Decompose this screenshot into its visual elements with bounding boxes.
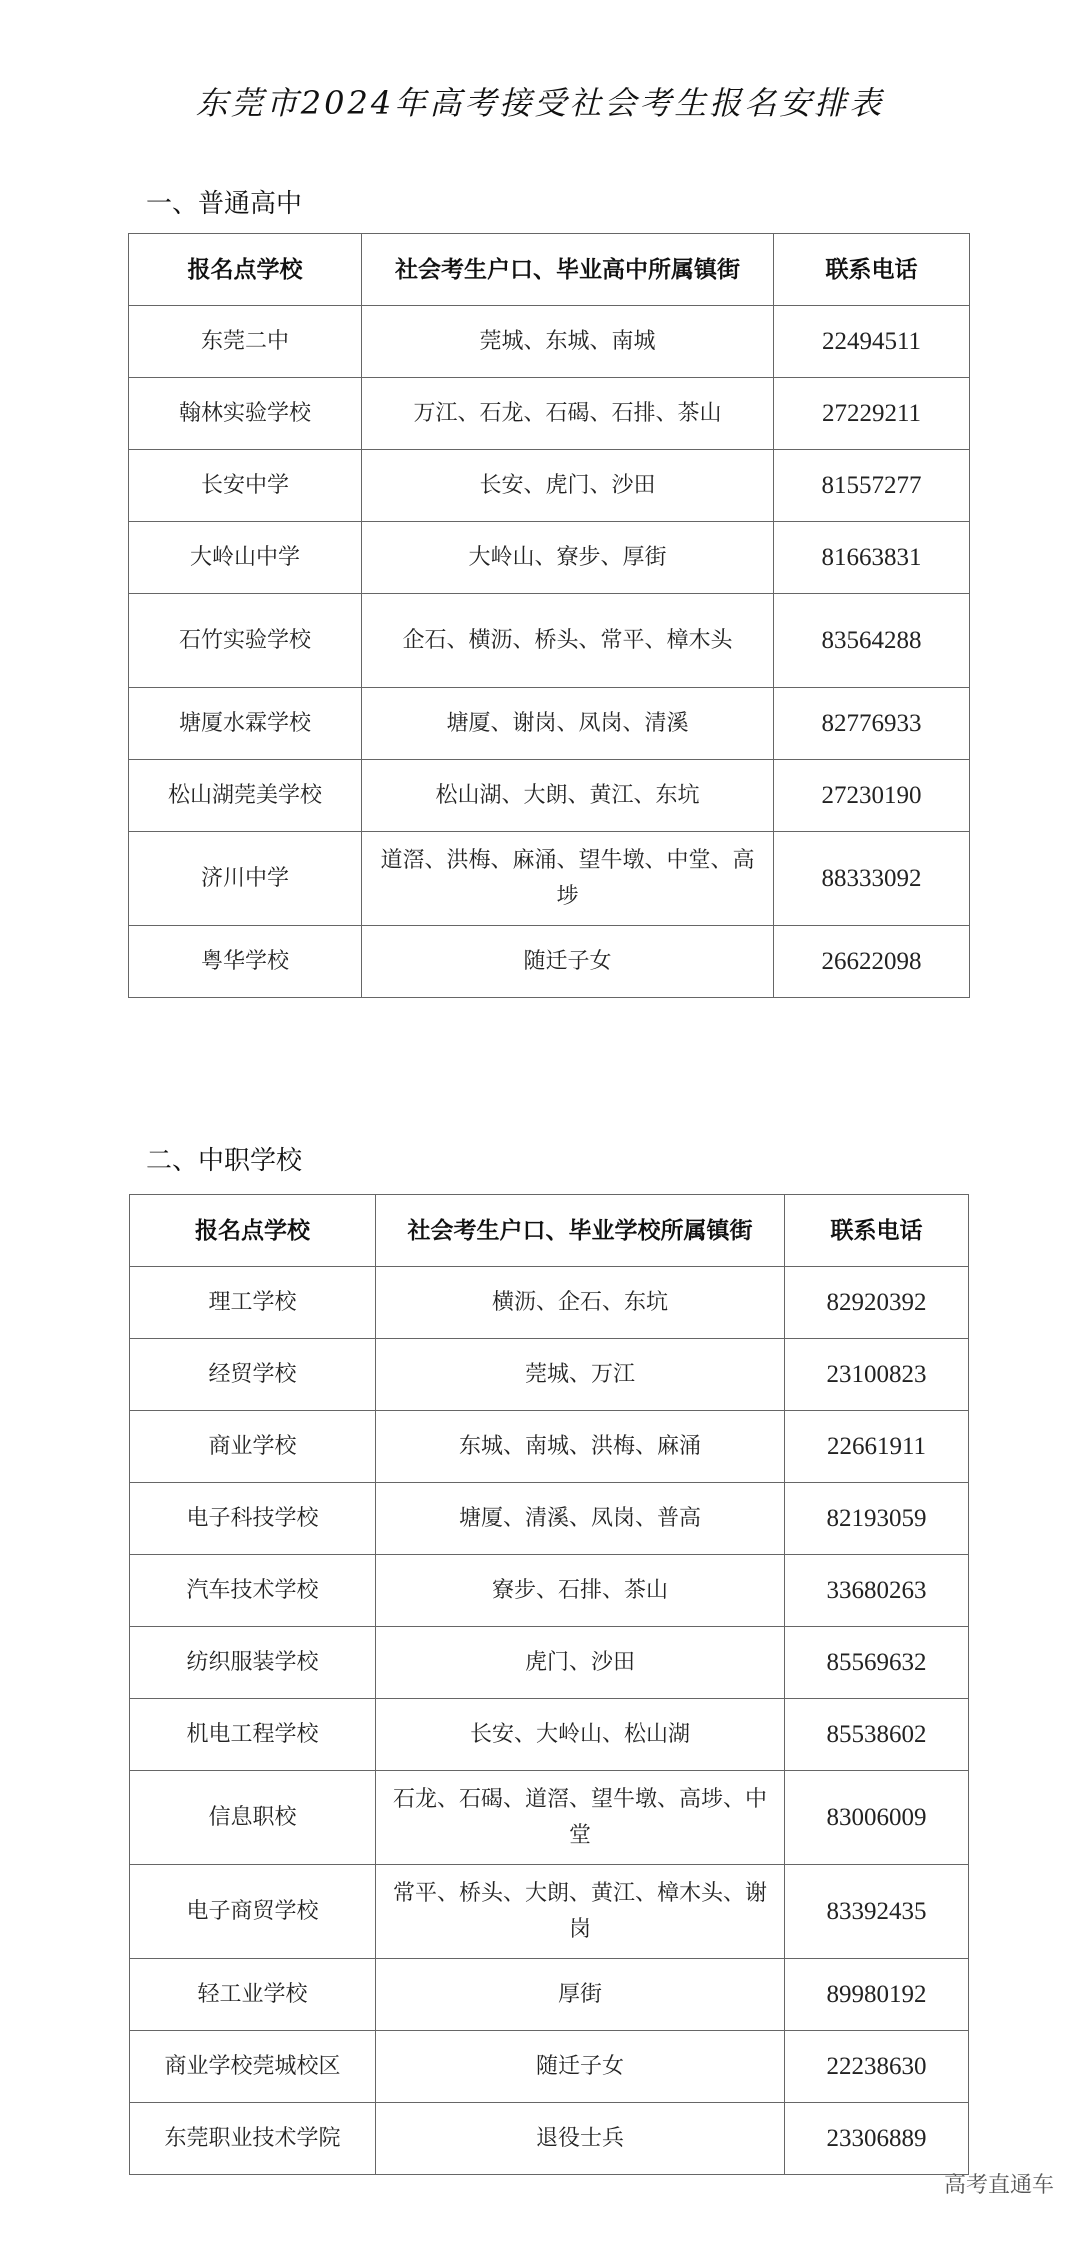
towns-cell: 长安、大岭山、松山湖 bbox=[376, 1699, 785, 1771]
school-cell: 济川中学 bbox=[129, 832, 362, 926]
phone-cell: 22494511 bbox=[774, 306, 970, 378]
towns-cell: 莞城、东城、南城 bbox=[362, 306, 774, 378]
towns-cell: 石龙、石碣、道滘、望牛墩、高埗、中堂 bbox=[376, 1771, 785, 1865]
table-row bbox=[130, 1959, 969, 2031]
phone-cell: 26622098 bbox=[774, 926, 970, 998]
phone-cell: 85538602 bbox=[785, 1699, 969, 1771]
phone-cell: 81557277 bbox=[774, 450, 970, 522]
school-cell: 轻工业学校 bbox=[130, 1959, 376, 2031]
table-row bbox=[130, 1555, 969, 1627]
towns-cell: 企石、横沥、桥头、常平、樟木头 bbox=[362, 594, 774, 688]
phone-cell: 88333092 bbox=[774, 832, 970, 926]
general-high-school-table bbox=[128, 233, 970, 998]
table-row bbox=[129, 760, 970, 832]
school-cell: 理工学校 bbox=[130, 1267, 376, 1339]
section-heading-general-high-school: 一、普通高中 bbox=[146, 189, 303, 219]
school-cell: 翰林实验学校 bbox=[129, 378, 362, 450]
school-cell: 汽车技术学校 bbox=[130, 1555, 376, 1627]
table-row bbox=[129, 594, 970, 688]
table-row bbox=[129, 688, 970, 760]
towns-cell: 随迁子女 bbox=[376, 2031, 785, 2103]
school-cell: 松山湖莞美学校 bbox=[129, 760, 362, 832]
school-cell: 塘厦水霖学校 bbox=[129, 688, 362, 760]
table-row bbox=[130, 1699, 969, 1771]
phone-cell: 83006009 bbox=[785, 1771, 969, 1865]
phone-cell: 23306889 bbox=[785, 2103, 969, 2175]
school-cell: 经贸学校 bbox=[130, 1339, 376, 1411]
phone-cell: 85569632 bbox=[785, 1627, 969, 1699]
school-cell: 商业学校 bbox=[130, 1411, 376, 1483]
table-row bbox=[130, 1267, 969, 1339]
page-title: 东莞市2024年高考接受社会考生报名安排表 bbox=[195, 84, 885, 122]
towns-cell: 厚街 bbox=[376, 1959, 785, 2031]
towns-cell: 大岭山、寮步、厚街 bbox=[362, 522, 774, 594]
towns-cell: 塘厦、谢岗、凤岗、清溪 bbox=[362, 688, 774, 760]
school-cell: 大岭山中学 bbox=[129, 522, 362, 594]
table-row bbox=[129, 522, 970, 594]
towns-cell: 寮步、石排、茶山 bbox=[376, 1555, 785, 1627]
school-cell: 信息职校 bbox=[130, 1771, 376, 1865]
phone-cell: 82776933 bbox=[774, 688, 970, 760]
school-cell: 东莞职业技术学院 bbox=[130, 2103, 376, 2175]
header-towns: 社会考生户口、毕业学校所属镇街 bbox=[376, 1195, 785, 1267]
towns-cell: 退役士兵 bbox=[376, 2103, 785, 2175]
header-phone: 联系电话 bbox=[774, 234, 970, 306]
school-cell: 粤华学校 bbox=[129, 926, 362, 998]
vocational-school-table bbox=[129, 1194, 969, 2175]
phone-cell: 27230190 bbox=[774, 760, 970, 832]
table-header-row bbox=[129, 234, 970, 306]
towns-cell: 横沥、企石、东坑 bbox=[376, 1267, 785, 1339]
header-school: 报名点学校 bbox=[129, 234, 362, 306]
table-row bbox=[130, 1865, 969, 1959]
phone-cell: 89980192 bbox=[785, 1959, 969, 2031]
school-cell: 石竹实验学校 bbox=[129, 594, 362, 688]
table-row bbox=[130, 1411, 969, 1483]
school-cell: 东莞二中 bbox=[129, 306, 362, 378]
towns-cell: 莞城、万江 bbox=[376, 1339, 785, 1411]
towns-cell: 万江、石龙、石碣、石排、茶山 bbox=[362, 378, 774, 450]
table-row bbox=[130, 1771, 969, 1865]
table-row bbox=[129, 450, 970, 522]
towns-cell: 长安、虎门、沙田 bbox=[362, 450, 774, 522]
phone-cell: 23100823 bbox=[785, 1339, 969, 1411]
table-row bbox=[130, 1627, 969, 1699]
table-row bbox=[129, 306, 970, 378]
phone-cell: 22238630 bbox=[785, 2031, 969, 2103]
school-cell: 电子科技学校 bbox=[130, 1483, 376, 1555]
school-cell: 电子商贸学校 bbox=[130, 1865, 376, 1959]
header-phone: 联系电话 bbox=[785, 1195, 969, 1267]
table-row bbox=[130, 1339, 969, 1411]
towns-cell: 塘厦、清溪、凤岗、普高 bbox=[376, 1483, 785, 1555]
table-row bbox=[130, 2031, 969, 2103]
towns-cell: 松山湖、大朗、黄江、东坑 bbox=[362, 760, 774, 832]
table-row bbox=[129, 926, 970, 998]
phone-cell: 27229211 bbox=[774, 378, 970, 450]
table-row bbox=[130, 2103, 969, 2175]
phone-cell: 83392435 bbox=[785, 1865, 969, 1959]
towns-cell: 常平、桥头、大朗、黄江、樟木头、谢岗 bbox=[376, 1865, 785, 1959]
watermark: 高考直通车 bbox=[944, 2173, 1055, 2198]
section-heading-vocational-school: 二、中职学校 bbox=[146, 1146, 303, 1176]
header-school: 报名点学校 bbox=[130, 1195, 376, 1267]
school-cell: 商业学校莞城校区 bbox=[130, 2031, 376, 2103]
phone-cell: 82193059 bbox=[785, 1483, 969, 1555]
table-row bbox=[129, 832, 970, 926]
school-cell: 长安中学 bbox=[129, 450, 362, 522]
table-row bbox=[129, 378, 970, 450]
table-header-row bbox=[130, 1195, 969, 1267]
school-cell: 机电工程学校 bbox=[130, 1699, 376, 1771]
phone-cell: 82920392 bbox=[785, 1267, 969, 1339]
table-row bbox=[130, 1483, 969, 1555]
phone-cell: 22661911 bbox=[785, 1411, 969, 1483]
towns-cell: 道滘、洪梅、麻涌、望牛墩、中堂、高埗 bbox=[362, 832, 774, 926]
phone-cell: 81663831 bbox=[774, 522, 970, 594]
phone-cell: 33680263 bbox=[785, 1555, 969, 1627]
towns-cell: 虎门、沙田 bbox=[376, 1627, 785, 1699]
towns-cell: 随迁子女 bbox=[362, 926, 774, 998]
header-towns: 社会考生户口、毕业高中所属镇街 bbox=[362, 234, 774, 306]
school-cell: 纺织服装学校 bbox=[130, 1627, 376, 1699]
towns-cell: 东城、南城、洪梅、麻涌 bbox=[376, 1411, 785, 1483]
phone-cell: 83564288 bbox=[774, 594, 970, 688]
